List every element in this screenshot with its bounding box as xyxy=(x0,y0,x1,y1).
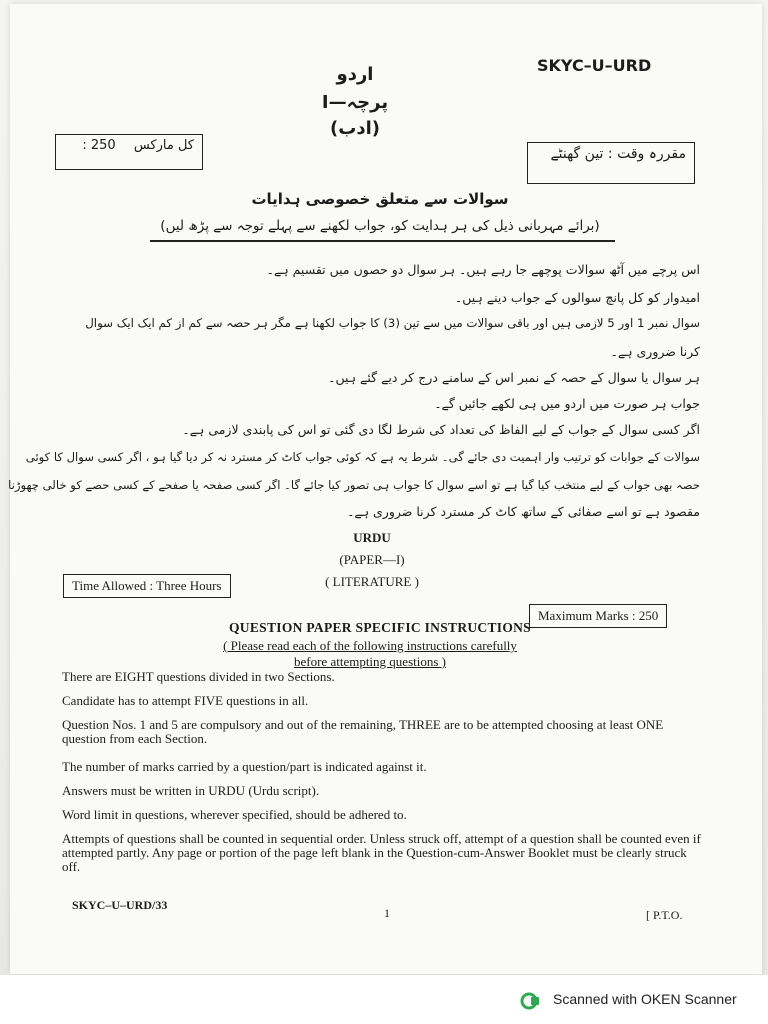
footer-paper-code: SKYC–U–URD/33 xyxy=(72,898,168,912)
instruction-item: The number of marks carried by a question/part is indicated against it. xyxy=(62,759,427,774)
scanner-watermark-text: Scanned with OKEN Scanner xyxy=(553,991,737,1007)
urdu-time-label: مقررہ وقت : تین گھنٹے xyxy=(550,146,686,162)
footer-pto: [ P.T.O. xyxy=(646,908,683,922)
instructions-note xyxy=(180,638,560,670)
instructions-note-line1: ( Please read each of the following instructions carefully xyxy=(223,638,517,653)
urdu-instruction-line: کرنا ضروری ہے۔ xyxy=(610,344,700,359)
paper-code-top: SKYC–U–URD xyxy=(537,56,652,75)
time-allowed-box xyxy=(63,574,231,598)
oken-scanner-logo-icon xyxy=(520,992,540,1010)
urdu-paper-number: پرچہ—I xyxy=(321,92,389,113)
urdu-instruction-line: جواب ہر صورت میں اردو میں ہی لکھے جائیں گے۔ xyxy=(434,396,700,411)
urdu-instruction-line: ہر سوال یا سوال کے حصہ کے نمبر اس کے سامنے درج کر دیے گئے ہیں۔ xyxy=(328,370,700,385)
instructions-note-line2: before attempting questions ) xyxy=(294,654,446,669)
instruction-item: Attempts of questions shall be counted in sequential order. Unless struck off, attempt of a question shall be counted even if attempted partly. Any page or portion of the page left blank in the Question-cum-Answer Booklet must be clearly struck off. xyxy=(62,831,701,874)
maximum-marks-label: Maximum Marks : 250 xyxy=(538,608,659,623)
english-subject: ( LITERATURE ) xyxy=(325,574,419,589)
urdu-instructions-subtitle: (برائے مہربانی ذیل کی ہر ہدایت کو، جواب لکھنے سے پہلے توجہ سے پڑھ لیں) xyxy=(160,218,600,234)
urdu-instructions-title: سوالات سے متعلق خصوصی ہدایات xyxy=(251,190,509,208)
urdu-subtitle-underline xyxy=(150,240,615,242)
instruction-item: Candidate has to attempt FIVE questions in all. xyxy=(62,693,309,708)
urdu-instruction-line: مقصود ہے تو اسے صفائی کے ساتھ کاٹ کر مسترد کرنا ضروری ہے۔ xyxy=(347,504,700,519)
instructions-title: QUESTION PAPER SPECIFIC INSTRUCTIONS xyxy=(229,620,531,635)
urdu-total-marks-box xyxy=(55,134,203,170)
instruction-item: Answers must be written in URDU (Urdu script). xyxy=(62,783,320,798)
urdu-instruction-line: سوالات کے جوابات کو ترتیب وار اہمیت دی جائے گی۔ شرط یہ ہے کہ کوئی جواب کاٹ کر مسترد نہ کر دیا گیا ہو ، اگر کسی سوال کا کوئی xyxy=(25,450,700,464)
english-language-title: URDU xyxy=(353,530,391,545)
urdu-total-marks-label: کل مارکس xyxy=(133,138,194,153)
urdu-instruction-line: حصہ بھی جواب کے لیے منتخب کیا گیا ہے تو اسے سوال کا جواب ہی تصور کیا جائے گا۔ اگر کسی صفحہ یا صفحے کے کسی حصے کو خالی چھوڑنا xyxy=(8,478,700,492)
urdu-time-box xyxy=(527,142,695,184)
urdu-instruction-line: اگر کسی سوال کے جواب کے لیے الفاظ کی تعداد کی شرط لگا دی گئی تو اس کی پابندی لازمی ہے۔ xyxy=(182,422,700,437)
instruction-item: There are EIGHT questions divided in two Sections. xyxy=(62,669,335,684)
urdu-language-title: اردو xyxy=(336,64,374,85)
english-paper-number: (PAPER—I) xyxy=(339,552,405,567)
footer-page-number: 1 xyxy=(384,906,390,920)
urdu-instruction-line: امیدوار کو کل پانچ سوالوں کے جواب دینے ہیں۔ xyxy=(454,290,700,305)
instruction-item: Question Nos. 1 and 5 are compulsory and out of the remaining, THREE are to be attempted choosing at least ONE question from each Section. xyxy=(62,717,664,746)
urdu-instruction-line: اس پرچے میں آٹھ سوالات پوچھے جا رہے ہیں۔ ہر سوال دو حصوں میں تقسیم ہے۔ xyxy=(266,262,700,277)
time-allowed-label: Time Allowed : Three Hours xyxy=(72,578,222,593)
urdu-total-marks-value: 250 : xyxy=(82,138,116,153)
instruction-item: Word limit in questions, wherever specified, should be adhered to. xyxy=(62,807,407,822)
urdu-subject: (ادب) xyxy=(330,118,380,139)
urdu-instruction-line: سوال نمبر 1 اور 5 لازمی ہیں اور باقی سوالات میں سے تین (3) کا جواب لکھنا ہے مگر ہر حصہ سے کم از کم ایک ایک سوال xyxy=(85,316,700,330)
